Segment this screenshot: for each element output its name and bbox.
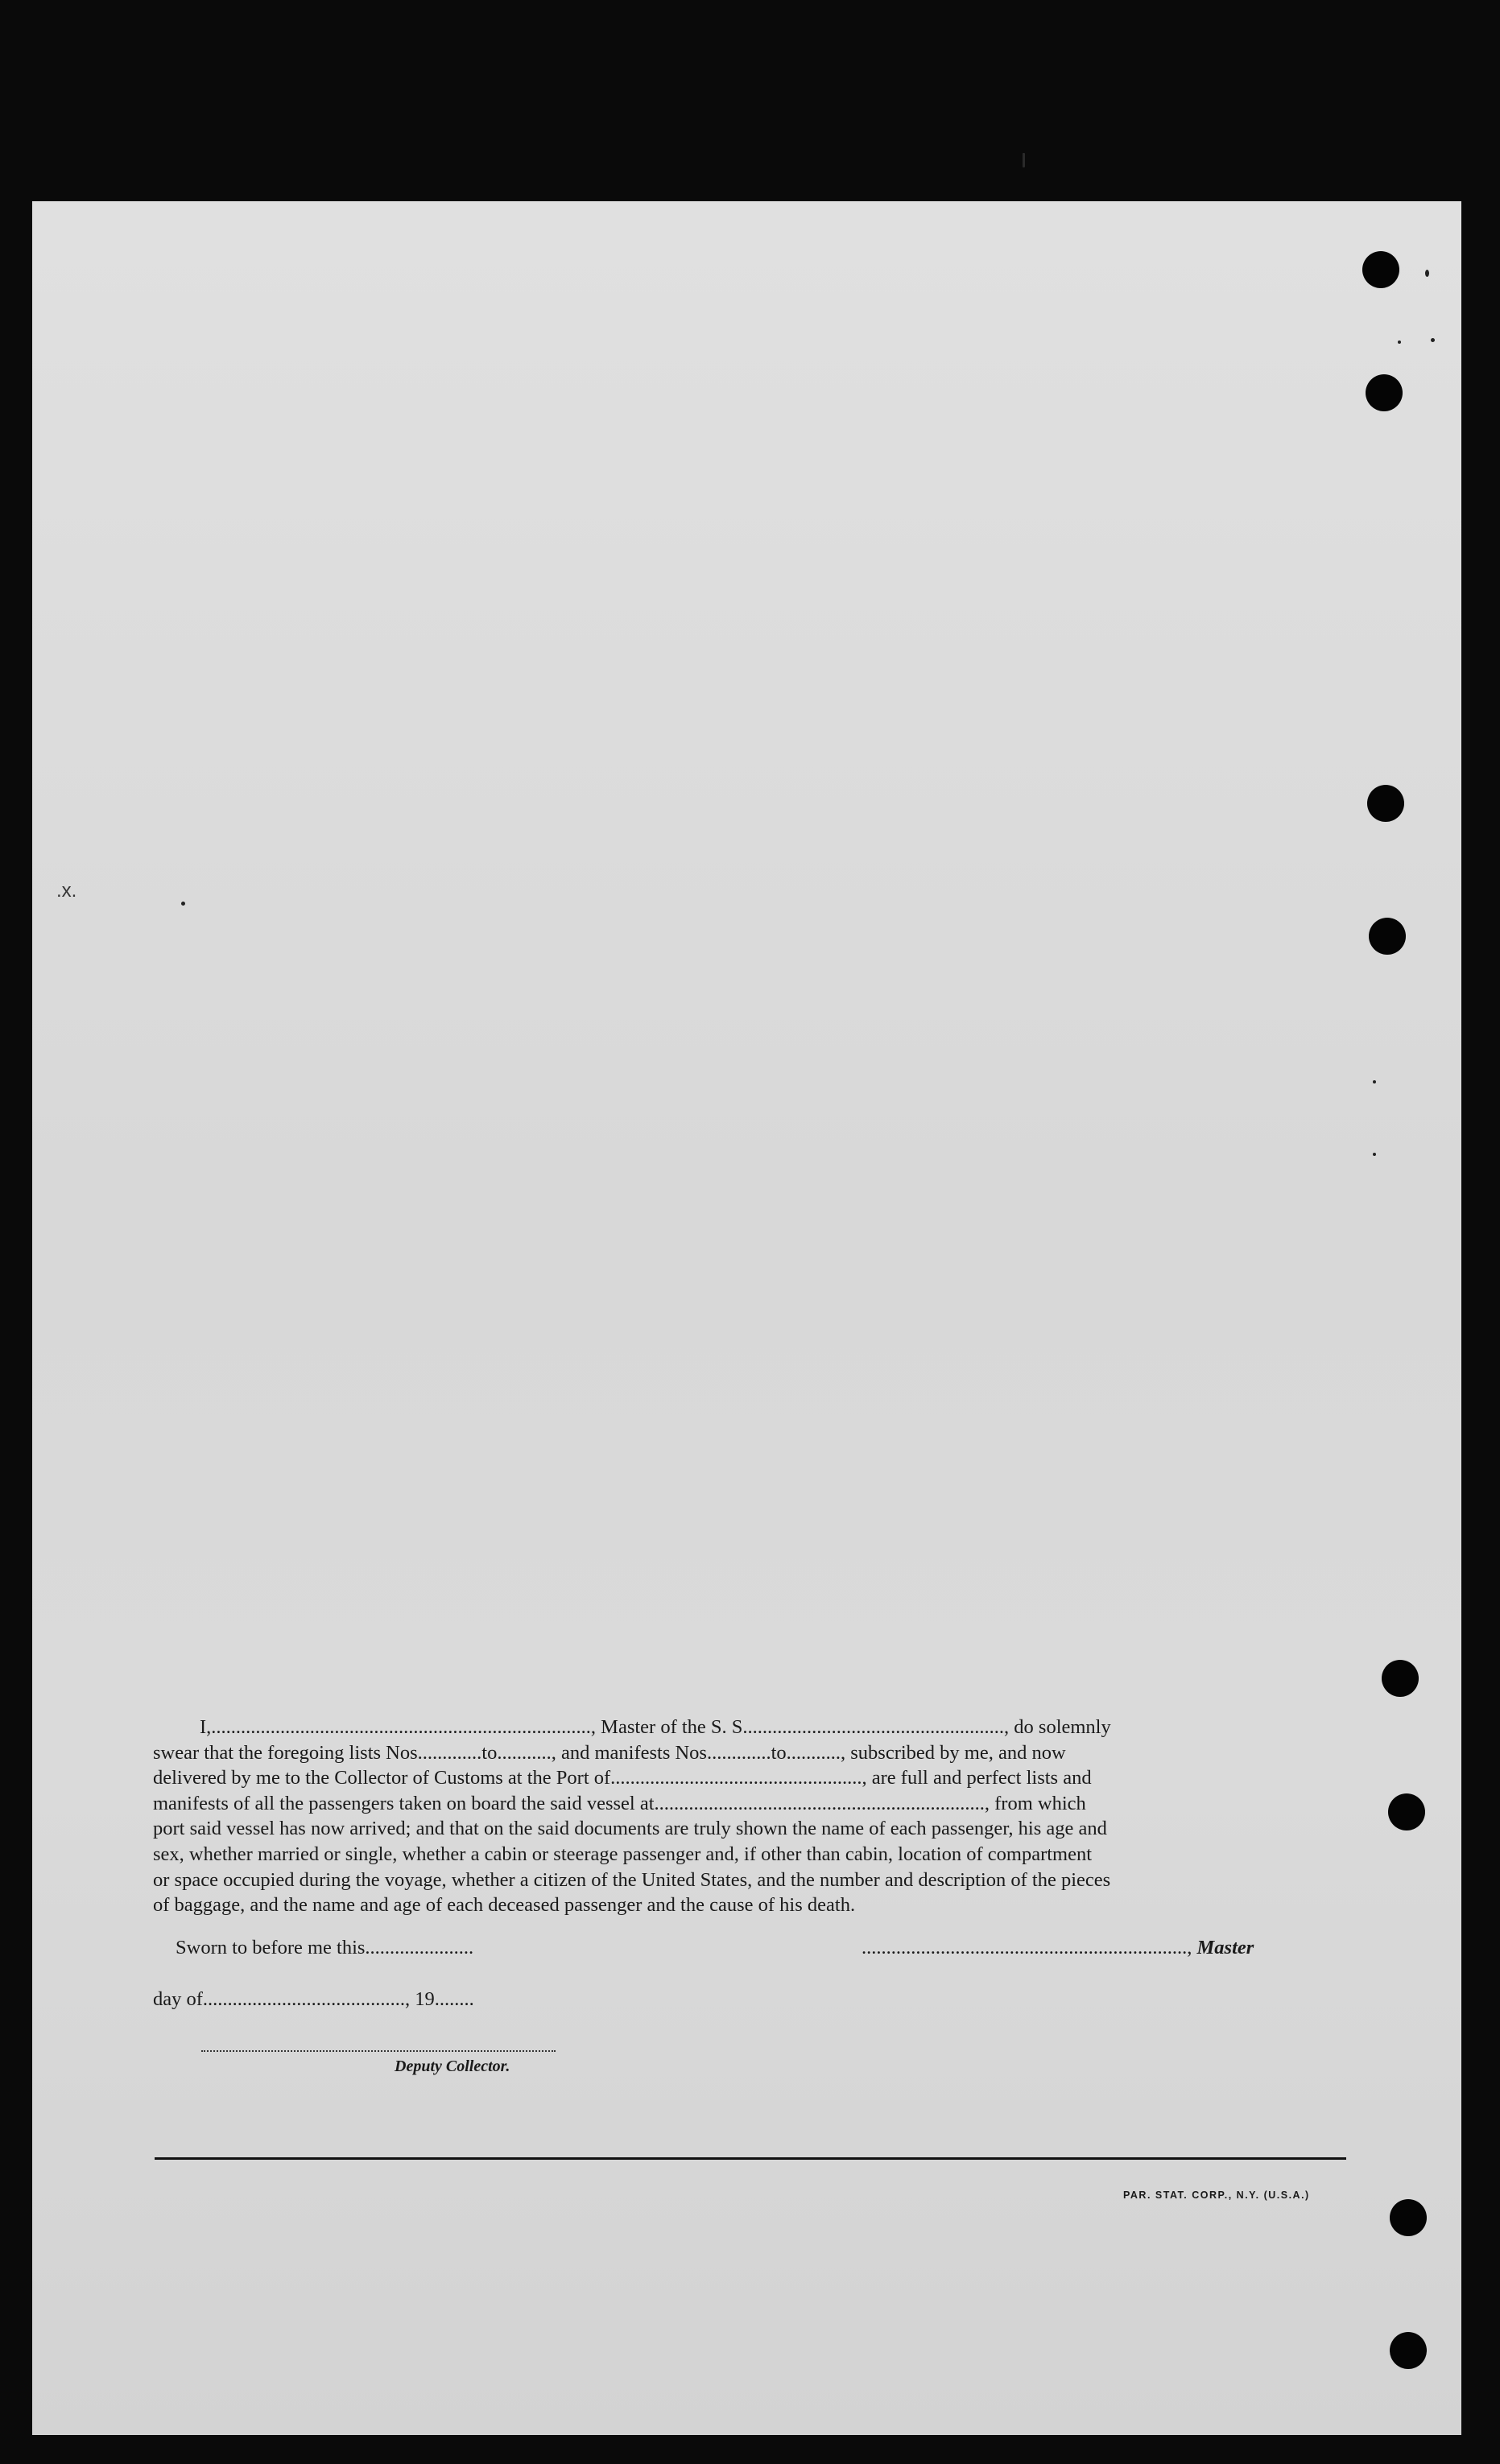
speck [1431,338,1435,342]
speck [1425,270,1429,277]
bleed-through-text [886,298,891,322]
printer-mark: PAR. STAT. CORP., N.Y. (U.S.A.) [1123,2190,1310,2201]
oath-line: I,............................................................................., Master of the S. S....................................................., do solemnly [200,1716,1111,1738]
manifest-page [32,201,1461,2435]
speck [1398,341,1401,344]
speck [181,902,185,906]
punch-hole [1362,251,1399,288]
oath-line: or space occupied during the voyage, whether a citizen of the United States, and the number and description of the pieces [153,1868,1111,1891]
master-signature-line [862,1937,1254,1959]
sworn-line: Sworn to before me this...................... [176,1937,474,1958]
oath-line: sex, whether married or single, whether a cabin or steerage passenger and, if other than cabin, location of compartment [153,1843,1093,1865]
punch-hole [1390,2332,1427,2369]
deputy-signature-line [201,2050,556,2052]
oath-line: of baggage, and the name and age of each deceased passenger and the cause of his death. [153,1894,856,1917]
speck [1023,153,1025,167]
punch-hole [1367,785,1404,822]
oath-paragraph [153,1715,1348,1918]
oath-line: port said vessel has now arrived; and that on the said documents are truly shown the name of each passenger, his age and [153,1818,1107,1840]
punch-hole [1366,374,1403,411]
oath-line: manifests of all the passengers taken on board the said vessel at..................................................................., from which [153,1792,1086,1814]
punch-hole [1382,1660,1419,1697]
master-dots: .................................................................., [862,1937,1197,1958]
punch-hole [1388,1793,1425,1830]
master-label: Master [1196,1937,1254,1958]
day-line: day of........................................., 19........ [153,1988,474,2010]
speck [1373,1153,1376,1156]
speck [1373,1080,1376,1083]
oath-line: swear that the foregoing lists Nos.............to..........., and manifests Nos.............to..........., subscribed by me, and now [153,1741,1066,1764]
oath-line: delivered by me to the Collector of Customs at the Port of..................................................., are full and perfect lists and [153,1767,1092,1789]
stamp-mark: .x. [56,880,77,902]
punch-hole [1390,2199,1427,2236]
horizontal-rule [155,2157,1346,2160]
deputy-collector-label: Deputy Collector. [395,2057,510,2075]
punch-hole [1369,918,1406,955]
